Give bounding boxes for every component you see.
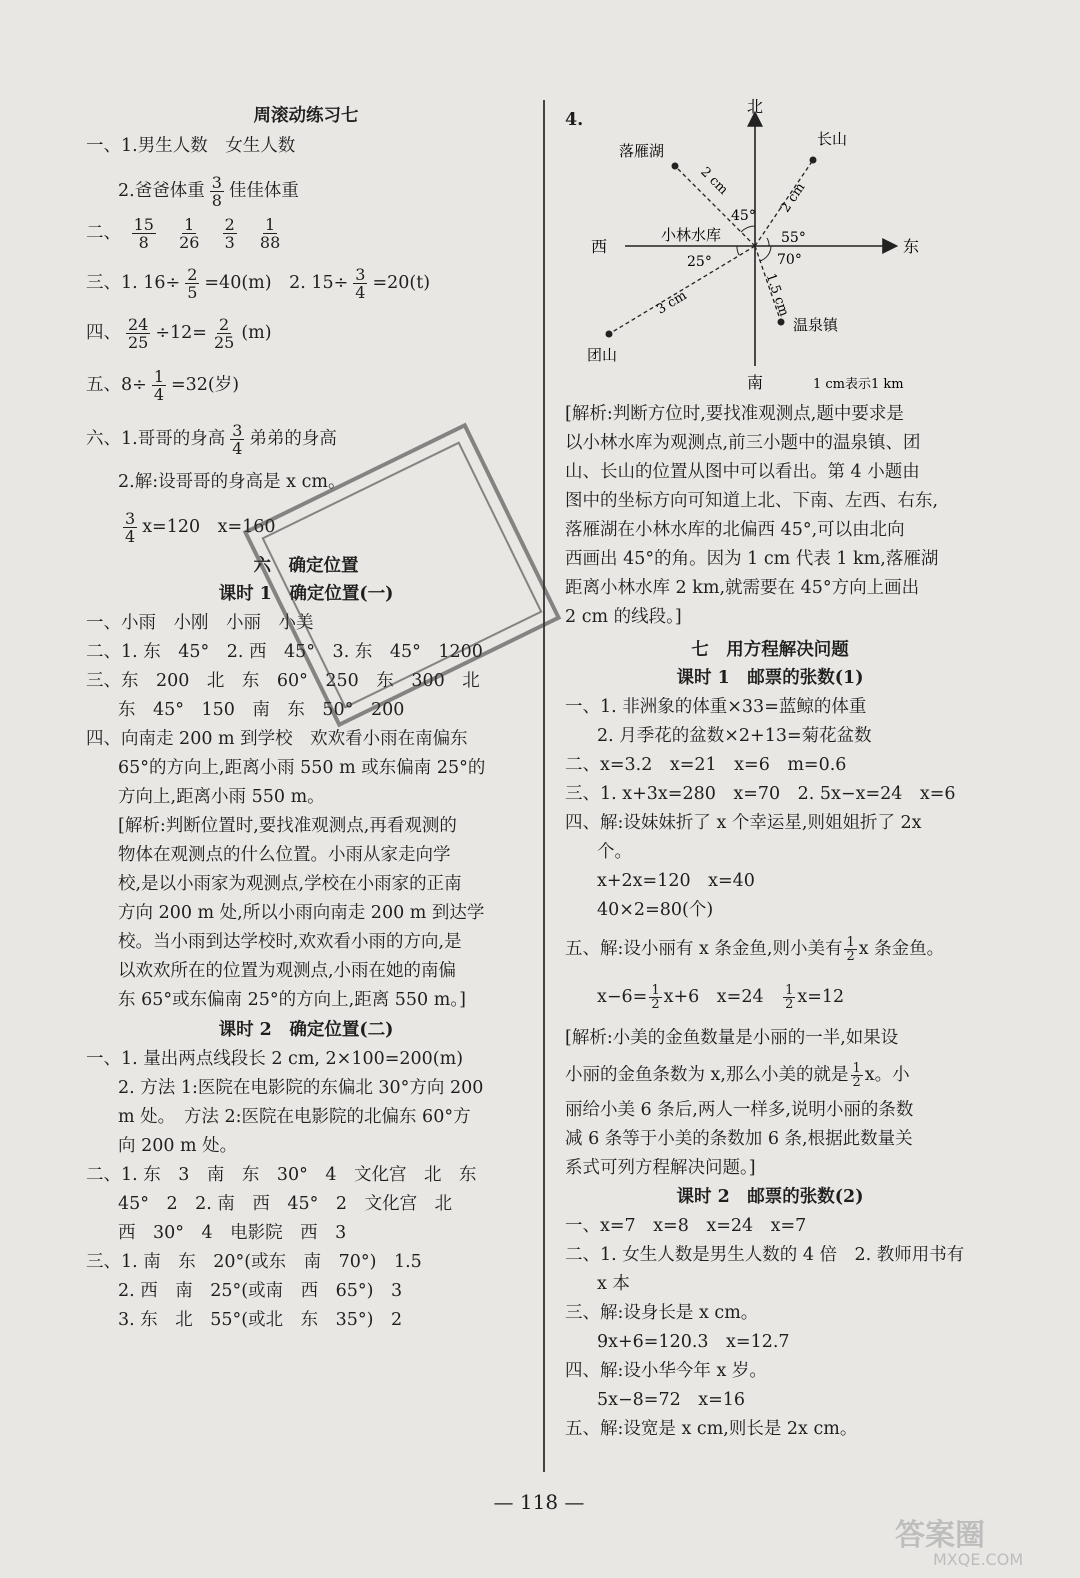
answer-line: 5x−8=72 x=16: [597, 1390, 746, 1410]
answer-line: m 处。 方法 2:医院在电影院的北偏东 60°方: [118, 1107, 471, 1127]
answer-line: $\frac{3}{4}$ x=120 x=160: [125, 509, 276, 546]
answer-line: 9x+6=120.3 x=12.7: [597, 1332, 790, 1352]
answer-line: 一、1. 量出两点线段长 2 cm, 2×100=200(m): [86, 1049, 464, 1069]
explanation-line: 东 65°或东偏南 25°的方向上,距离 550 m。]: [118, 990, 466, 1010]
explanation-line: 丽给小美 6 条后,两人一样多,说明小丽的条数: [565, 1100, 914, 1120]
explanation-line: 以小林水库为观测点,前三小题中的温泉镇、团: [565, 433, 921, 453]
answer-line: 个。: [597, 842, 632, 862]
answer-line: 六、1.哥哥的身高 $\frac{3}{4}$ 弟弟的身高: [86, 421, 337, 458]
explanation-line: [解析:判断方位时,要找准观测点,题中要求是: [565, 404, 904, 424]
point-luoyanhu: [672, 163, 679, 170]
answer-line: 二、x=3.2 x=21 x=6 m=0.6: [565, 755, 847, 775]
lesson-title: 课时 1 邮票的张数(1): [676, 668, 864, 688]
answer-line: 五、解:设宽是 x cm,则长是 2x cm。: [565, 1419, 858, 1439]
answer-line: 三、东 200 北 东 60° 250 东 300 北: [86, 671, 480, 691]
place-luoyanhu: 落雁湖: [619, 142, 665, 160]
page-number: — 118 —: [493, 1490, 585, 1514]
answer-line: x−6= $\frac{1}{2}$ x+6 x=24 $\frac{1}{2}$ x=12: [597, 983, 845, 1012]
point-wenquanzhen: [778, 319, 785, 326]
angle-arc: [741, 226, 755, 232]
map-scale: 1 cm表示1 km: [813, 377, 904, 392]
distance-label: 2 cm: [697, 164, 731, 198]
answer-line: 40×2=80(个): [597, 900, 714, 920]
answer-line: 2. 方法 1:医院在电影院的东偏北 30°方向 200: [118, 1078, 484, 1098]
explanation-line: 2 cm 的线段。]: [565, 607, 682, 627]
distance-label: 3 cm: [654, 288, 690, 318]
lesson-title: 课时 2 确定位置(二): [218, 1020, 394, 1040]
point-tuanshan: [606, 331, 613, 338]
answer-line: 二、1. 东 3 南 东 30° 4 文化宫 北 东: [86, 1165, 477, 1185]
explanation-line: 图中的坐标方向可知道上北、下南、左西、右东,: [565, 491, 939, 511]
answer-line: 65°的方向上,距离小雨 550 m 或东偏南 25°的: [118, 758, 486, 778]
explanation-line: 西画出 45°的角。因为 1 cm 代表 1 km,落雁湖: [565, 549, 939, 569]
answer-line: 2. 月季花的盆数×2+13=菊花盆数: [597, 726, 872, 746]
answer-line: 东 45° 150 南 东 50° 200: [118, 700, 405, 720]
lesson-title: 课时 1 确定位置(一): [218, 584, 394, 604]
explanation-line: [解析:小美的金鱼数量是小丽的一半,如果设: [565, 1028, 899, 1048]
explanation-line: 校。当小雨到达学校时,欢欢看小雨的方向,是: [118, 932, 462, 952]
answer-line: 2.解:设哥哥的身高是 x cm。: [118, 472, 346, 492]
explanation-line: 小丽的金鱼条数为 x,那么小美的就是 $\frac{1}{2}$ x。小: [565, 1061, 910, 1090]
explanation-line: 校,是以小雨家为观测点,学校在小雨家的正南: [118, 874, 462, 894]
answer-line-fractions: 二、 $\frac{15}{8}$ $\frac{1}{26}$ $\frac{2}{3}$ $\frac{1}{88}$: [86, 215, 281, 252]
watermark-url: MXQE.COM: [933, 1550, 1024, 1569]
answer-line: 3. 东 北 55°(或北 东 35°) 2: [118, 1310, 403, 1330]
angle-label: 70°: [777, 252, 802, 268]
angle-arc: [767, 238, 769, 246]
point-changshan: [810, 157, 817, 164]
answer-line: 一、x=7 x=8 x=24 x=7: [565, 1216, 807, 1236]
explanation-line: 以欢欢所在的位置为观测点,小雨在她的南偏: [118, 961, 457, 981]
angle-label: 55°: [781, 230, 806, 246]
answer-line: 三、1. 南 东 20°(或东 南 70°) 1.5: [86, 1252, 422, 1272]
explanation-line: 落雁湖在小林水库的北偏西 45°,可以由北向: [565, 520, 905, 540]
watermark-logo-text: 答案圈: [895, 1518, 985, 1553]
explanation-line: 山、长山的位置从图中可以看出。第 4 小题由: [565, 462, 920, 482]
watermark-logo: [895, 1510, 1065, 1570]
answer-line: 二、1. 女生人数是男生人数的 4 倍 2. 教师用书有: [565, 1245, 965, 1265]
answer-line: 四、解:设妹妹折了 x 个幸运星,则姐姐折了 2x: [565, 813, 922, 833]
place-wenquanzhen: 温泉镇: [793, 316, 839, 334]
angle-arc: [760, 246, 771, 261]
unit-title: 六 确定位置: [253, 556, 359, 576]
answer-line: 二、1. 东 45° 2. 西 45° 3. 东 45° 1200: [86, 642, 483, 662]
explanation-line: 减 6 条等于小美的条数加 6 条,根据此数量关: [565, 1129, 913, 1149]
explanation-line: 方向 200 m 处,所以小雨向南走 200 m 到达学: [118, 903, 485, 923]
explanation-line: 系式可列方程解决问题。]: [565, 1158, 756, 1178]
answer-line: 四、解:设小华今年 x 岁。: [565, 1361, 767, 1381]
answer-line: 45° 2 2. 南 西 45° 2 文化宫 北: [118, 1194, 453, 1214]
answer-line: 一、小雨 小刚 小丽 小美: [86, 613, 314, 633]
angle-label: 45°: [731, 208, 756, 224]
answer-line: 西 30° 4 电影院 西 3: [118, 1223, 347, 1243]
answer-line: 2.爸爸体重 $\frac{3}{8}$ 佳佳体重: [118, 173, 299, 210]
answer-line: 五、解:设小丽有 x 条金鱼,则小美有 $\frac{1}{2}$ x 条金鱼。: [565, 935, 945, 964]
section-title-week: 周滚动练习七: [253, 106, 359, 126]
question-number: 4.: [565, 110, 584, 130]
answer-line: 2. 西 南 25°(或南 西 65°) 3: [118, 1281, 403, 1301]
answer-line: 三、1. 16÷ $\frac{2}{5}$ =40(m) 2. 15÷ $\frac{3}{4}$ =20(t): [86, 265, 431, 302]
answer-line: 三、1. x+3x=280 x=70 2. 5x−x=24 x=6: [565, 784, 956, 804]
explanation-line: 距离小林水库 2 km,就需要在 45°方向上画出: [565, 578, 920, 598]
angle-arc: [737, 246, 739, 255]
answer-line: 四、向南走 200 m 到学校 欢欢看小雨在南偏东: [86, 729, 468, 749]
distance-label: 2 cm: [778, 180, 809, 216]
north-label: 北: [747, 98, 764, 116]
answer-line: 一、1. 非洲象的体重×33=蓝鲸的体重: [565, 697, 867, 717]
place-xiaolinshuiku: 小林水库: [661, 226, 722, 244]
answer-line: 三、解:设身长是 x cm。: [565, 1303, 759, 1323]
explanation-line: [解析:判断位置时,要找准观测点,再看观测的: [118, 816, 457, 836]
answer-line: 四、 $\frac{24}{25}$ ÷12= $\frac{2}{25}$ (m): [86, 315, 272, 352]
answer-line: 向 200 m 处。: [118, 1136, 238, 1156]
distance-label: 1.5 cm: [762, 271, 792, 319]
east-label: 东: [903, 237, 920, 256]
answer-line: 方向上,距离小雨 550 m。: [118, 787, 325, 807]
south-label: 南: [747, 373, 764, 392]
answer-line: 五、8÷ $\frac{1}{4}$ =32(岁): [86, 367, 240, 404]
answer-line: 一、1.男生人数 女生人数: [86, 136, 296, 156]
direction-map-diagram: [585, 98, 965, 398]
answer-line: x+2x=120 x=40: [597, 871, 755, 891]
unit-title: 七 用方程解决问题: [691, 640, 849, 660]
west-label: 西: [591, 237, 608, 256]
explanation-line: 物体在观测点的什么位置。小雨从家走向学: [118, 845, 451, 865]
angle-label: 25°: [687, 254, 712, 270]
lesson-title: 课时 2 邮票的张数(2): [676, 1187, 864, 1207]
column-divider: [543, 100, 545, 1472]
place-changshan: 长山: [817, 130, 848, 148]
place-tuanshan: 团山: [587, 346, 618, 364]
answer-line: x 本: [597, 1274, 630, 1294]
